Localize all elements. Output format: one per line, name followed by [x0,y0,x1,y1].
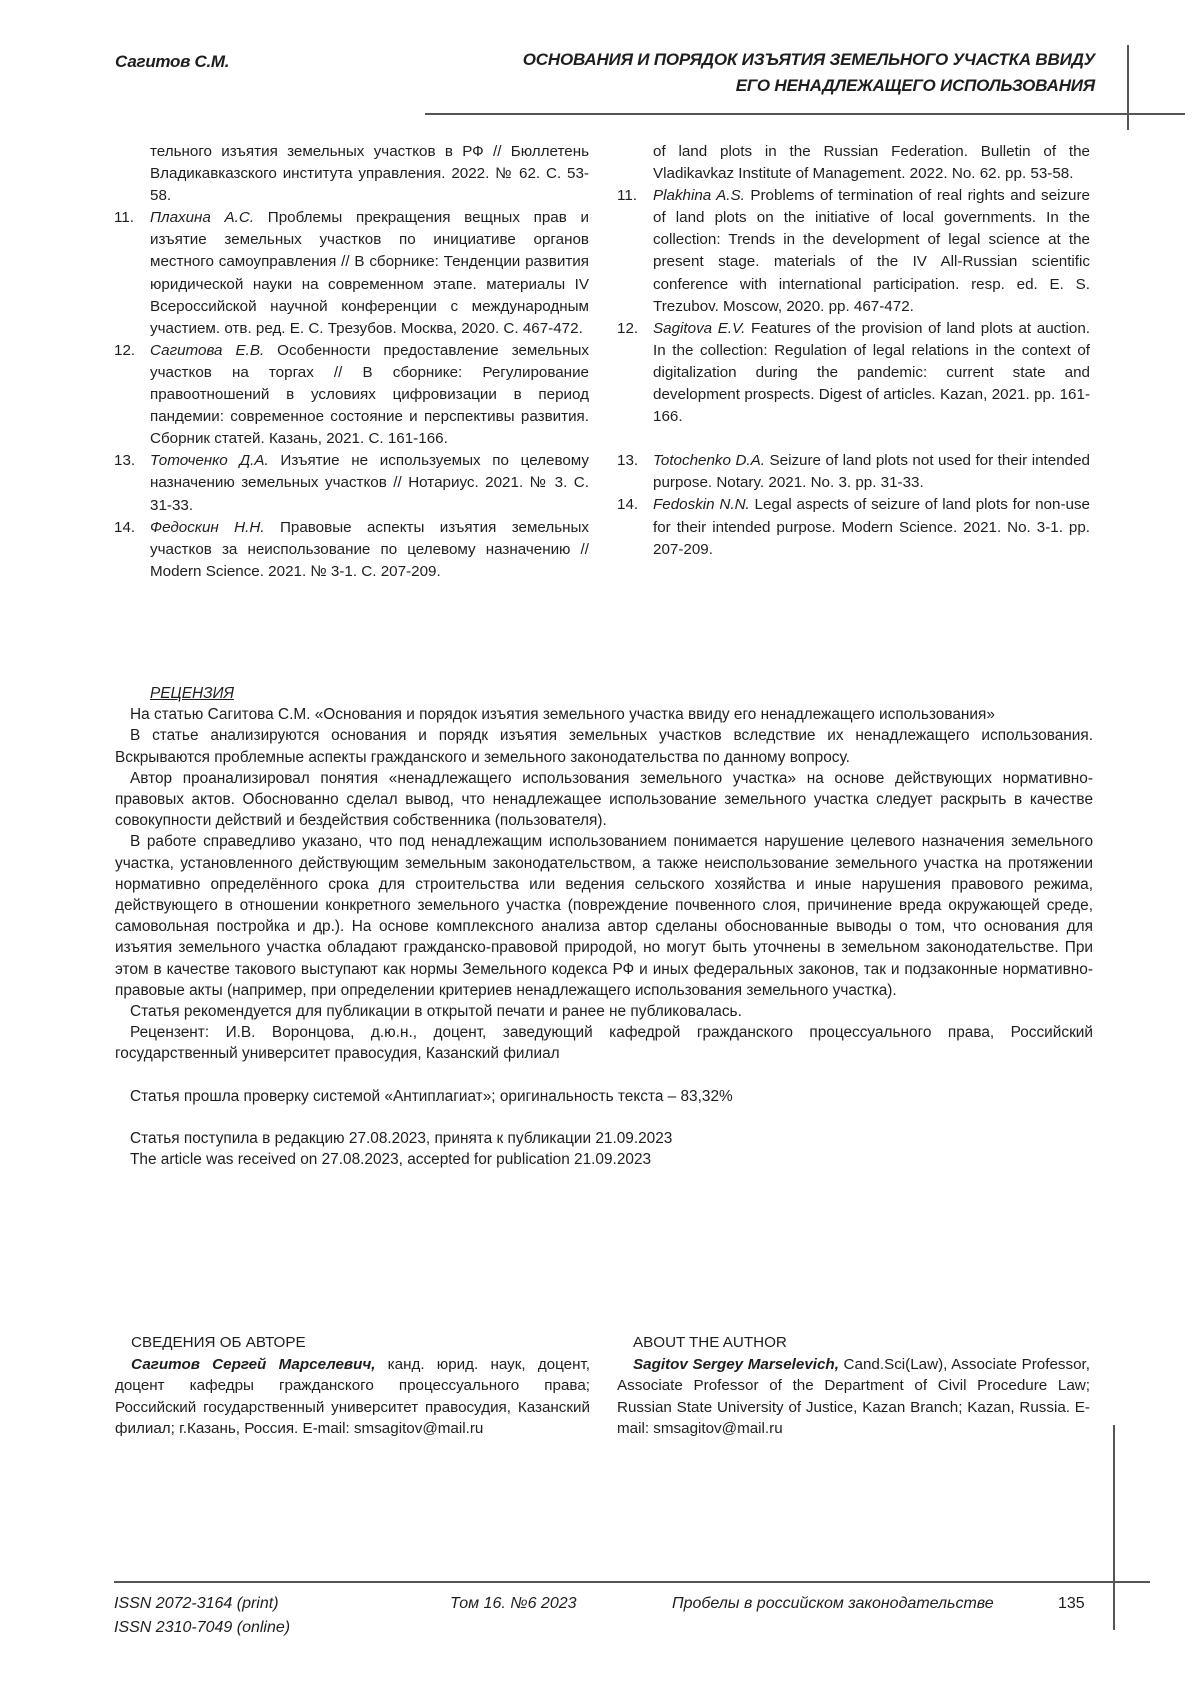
reference-continuation: тельного изъятия земельных участков в РФ // Бюллетень Владикавказского института управления. 2022. № 62. С. 53-58. [150,143,589,205]
author-heading: СВЕДЕНИЯ ОБ АВТОРЕ [131,1334,306,1351]
review-paragraph: В работе справедливо указано, что под ненадлежащим использованием понимается нарушение целевого назначения земельного участка, установленного действующим земельным законодательством, а также неиспользование земельного участка на протяжении нормативно определённого срока для строительства или ведения сельского хозяйства и иные нарушения правового режима, действующего в отношении конкретного земельного участка (повреждение почвенного слоя, причинение вреда окружающей среде, самовольная постройка и др.). На основе комплексного анализа автор сделаны обоснованные выводы о том, что основания для изъятия земельного участка обладают гражданско-правовой природой, но могут быть уточнены в земельном законодательстве. При этом в качестве такового выступают как нормы Земельного кодекса РФ и иных федеральных законов, так и подзаконные нормативно-правовые акты (например, при определении критериев ненадлежащего использования земельного участка). [115,833,1093,999]
spacer [115,1065,1093,1086]
issn-block [114,1592,290,1640]
reference-item: 11. Plakhina A.S. Problems of termination of real rights and seizure of land plots on the initiative of local governments. In the collection: Trends in the development of legal science at the present stage. materials of the IV All-Russian scientific conference with international participation. resp. ed. E. S. Trezubov. Moscow, 2020. pp. 467-472. [617,187,1090,315]
footer-rule [114,1581,1150,1583]
review-paragraph: В статье анализируются основания и порядк изъятия земельных участков вследствие их ненадлежащего использования. Вскрываются проблемные аспекты гражданского и земельного законодательства по данному вопросу. [115,727,1093,766]
reference-author: Сагитова Е.В. [150,341,265,359]
review-title: РЕЦЕНЗИЯ [150,685,235,702]
running-head-author: Сагитов С.М. [115,52,230,71]
running-head-title [395,47,1095,99]
reference-author: Тоточенко Д.А. [150,452,269,470]
footer-vertical-rule [1113,1425,1115,1630]
reference-item: 14. Fedoskin N.N. Legal aspects of seizure of land plots for non-use for their intended purpose. Modern Science. 2021. No. 3-1. pp. 207-209. [617,496,1090,558]
author-info-en [617,1332,1090,1440]
author-info-ru [115,1332,590,1440]
references-ru [114,141,589,583]
reference-author: Плахина А.С. [150,209,255,227]
running-head-title-line-2: ЕГО НЕНАДЛЕЖАЩЕГО ИСПОЛЬЗОВАНИЯ [735,76,1095,95]
header-rule [425,113,1185,115]
author-heading: ABOUT THE AUTHOR [633,1334,787,1351]
reference-item: 13. Totochenko D.A. Seizure of land plots not used for their intended purpose. Notary. 2021. No. 3. pp. 31-33. [617,452,1090,492]
received-date-en: The article was received on 27.08.2023, accepted for publication 21.09.2023 [130,1151,652,1169]
volume-issue: Том 16. №6 2023 [450,1595,577,1612]
author-details: канд. юрид. наук, доцент, доцент кафедры гражданского процессуального права; Российский государственный университет правосудия, Казанский филиал; г.Казань, Россия. E-mail: smsagitov@mail.ru [115,1355,590,1438]
reference-item: 11. Плахина А.С. Проблемы прекращения вещных прав и изъятие земельных участков по инициативе органов местного самоуправления // В сборнике: Тенденции развития юридической науки на современном этапе. материалы IV Всероссийской научной конференции с международным участием. отв. ред. Е. С. Трезубов. Москва, 2020. С. 467-472. [114,209,589,337]
author-details: Cand.Sci(Law), Associate Professor, Associate Professor of the Department of Civil Procedure Law; Russian State University of Justice, Kazan Branch; Kazan, Russia. E-mail: smsagitov@mail.ru [617,1355,1090,1438]
author-name: Сагитов Сергей Марселевич, [131,1355,376,1373]
review-paragraph: На статью Сагитова С.М. «Основания и порядок изъятия земельного участка ввиду его ненадлежащего использования» [130,706,995,724]
references-en [617,141,1090,561]
issn-online: ISSN 2310-7049 (online) [114,1619,291,1636]
header-vertical-rule [1127,45,1129,130]
author-name: Sagitov Sergey Marselevich, [633,1355,839,1373]
spacer [617,428,1090,450]
reference-item: 12. Сагитова Е.В. Особенности предоставление земельных участков на торгах // В сборнике: Регулирование правоотношений в условиях цифровизации в период пандемии: современное состояние и перспективы развития. Сборник статей. Казань, 2021. С. 161-166. [114,341,589,448]
reviewer: Рецензент: И.В. Воронцова, д.ю.н., доцент, заведующий кафедрой гражданского процессуального права, Российский государственный университет правосудия, Казанский филиал [115,1024,1093,1063]
reference-author: Sagitova E.V. [653,319,746,337]
reference-author: Plakhina A.S. [653,187,745,205]
issn-print: ISSN 2072-3164 (print) [114,1595,279,1612]
reference-author: Федоскин Н.Н. [150,518,265,536]
reference-continuation: of land plots in the Russian Federation. Bulletin of the Vladikavkaz Institute of Management. 2022. No. 62. pp. 53-58. [653,143,1090,183]
received-date-ru: Статья поступила в редакцию 27.08.2023, принята к публикации 21.09.2023 [130,1129,673,1147]
reference-item: 14. Федоскин Н.Н. Правовые аспекты изъятия земельных участков за неиспользование по целевому назначению // Modern Science. 2021. № 3-1. С. 207-209. [114,518,589,580]
antiplagiat-note: Статья прошла проверку системой «Антиплагиат»; оригинальность текста – 83,32% [130,1087,733,1105]
review-paragraph: Автор проанализировал понятия «ненадлежащего использования земельного участка» на основе действующих нормативно-правовых актов. Обоснованно сделал вывод, что ненадлежащее использование земельного участка следует раскрыть в качестве совокупности действий и бездействия собственника (пользователя). [115,769,1093,830]
page-number: 135 [1058,1595,1085,1612]
reference-author: Totochenko D.A. [653,452,765,470]
reference-item: 12. Sagitova E.V. Features of the provision of land plots at auction. In the collection: Regulation of legal relations in the context of digitalization during the pandemic: current state and development prospects. Digest of articles. Kazan, 2021. pp. 161-166. [617,319,1090,426]
reference-author: Fedoskin N.N. [653,496,750,514]
running-head-title-line-1: ОСНОВАНИЯ И ПОРЯДОК ИЗЪЯТИЯ ЗЕМЕЛЬНОГО УЧАСТКА ВВИДУ [522,50,1095,69]
journal-name: Пробелы в российском законодательстве [672,1595,994,1612]
spacer [115,1107,1093,1128]
review-section [115,683,1093,1170]
review-paragraph: Статья рекомендуется для публикации в открытой печати и ранее не публиковалась. [130,1003,742,1021]
reference-item: 13. Тоточенко Д.А. Изъятие не используемых по целевому назначению земельных участков // Нотариус. 2021. № 3. С. 31-33. [114,452,589,514]
